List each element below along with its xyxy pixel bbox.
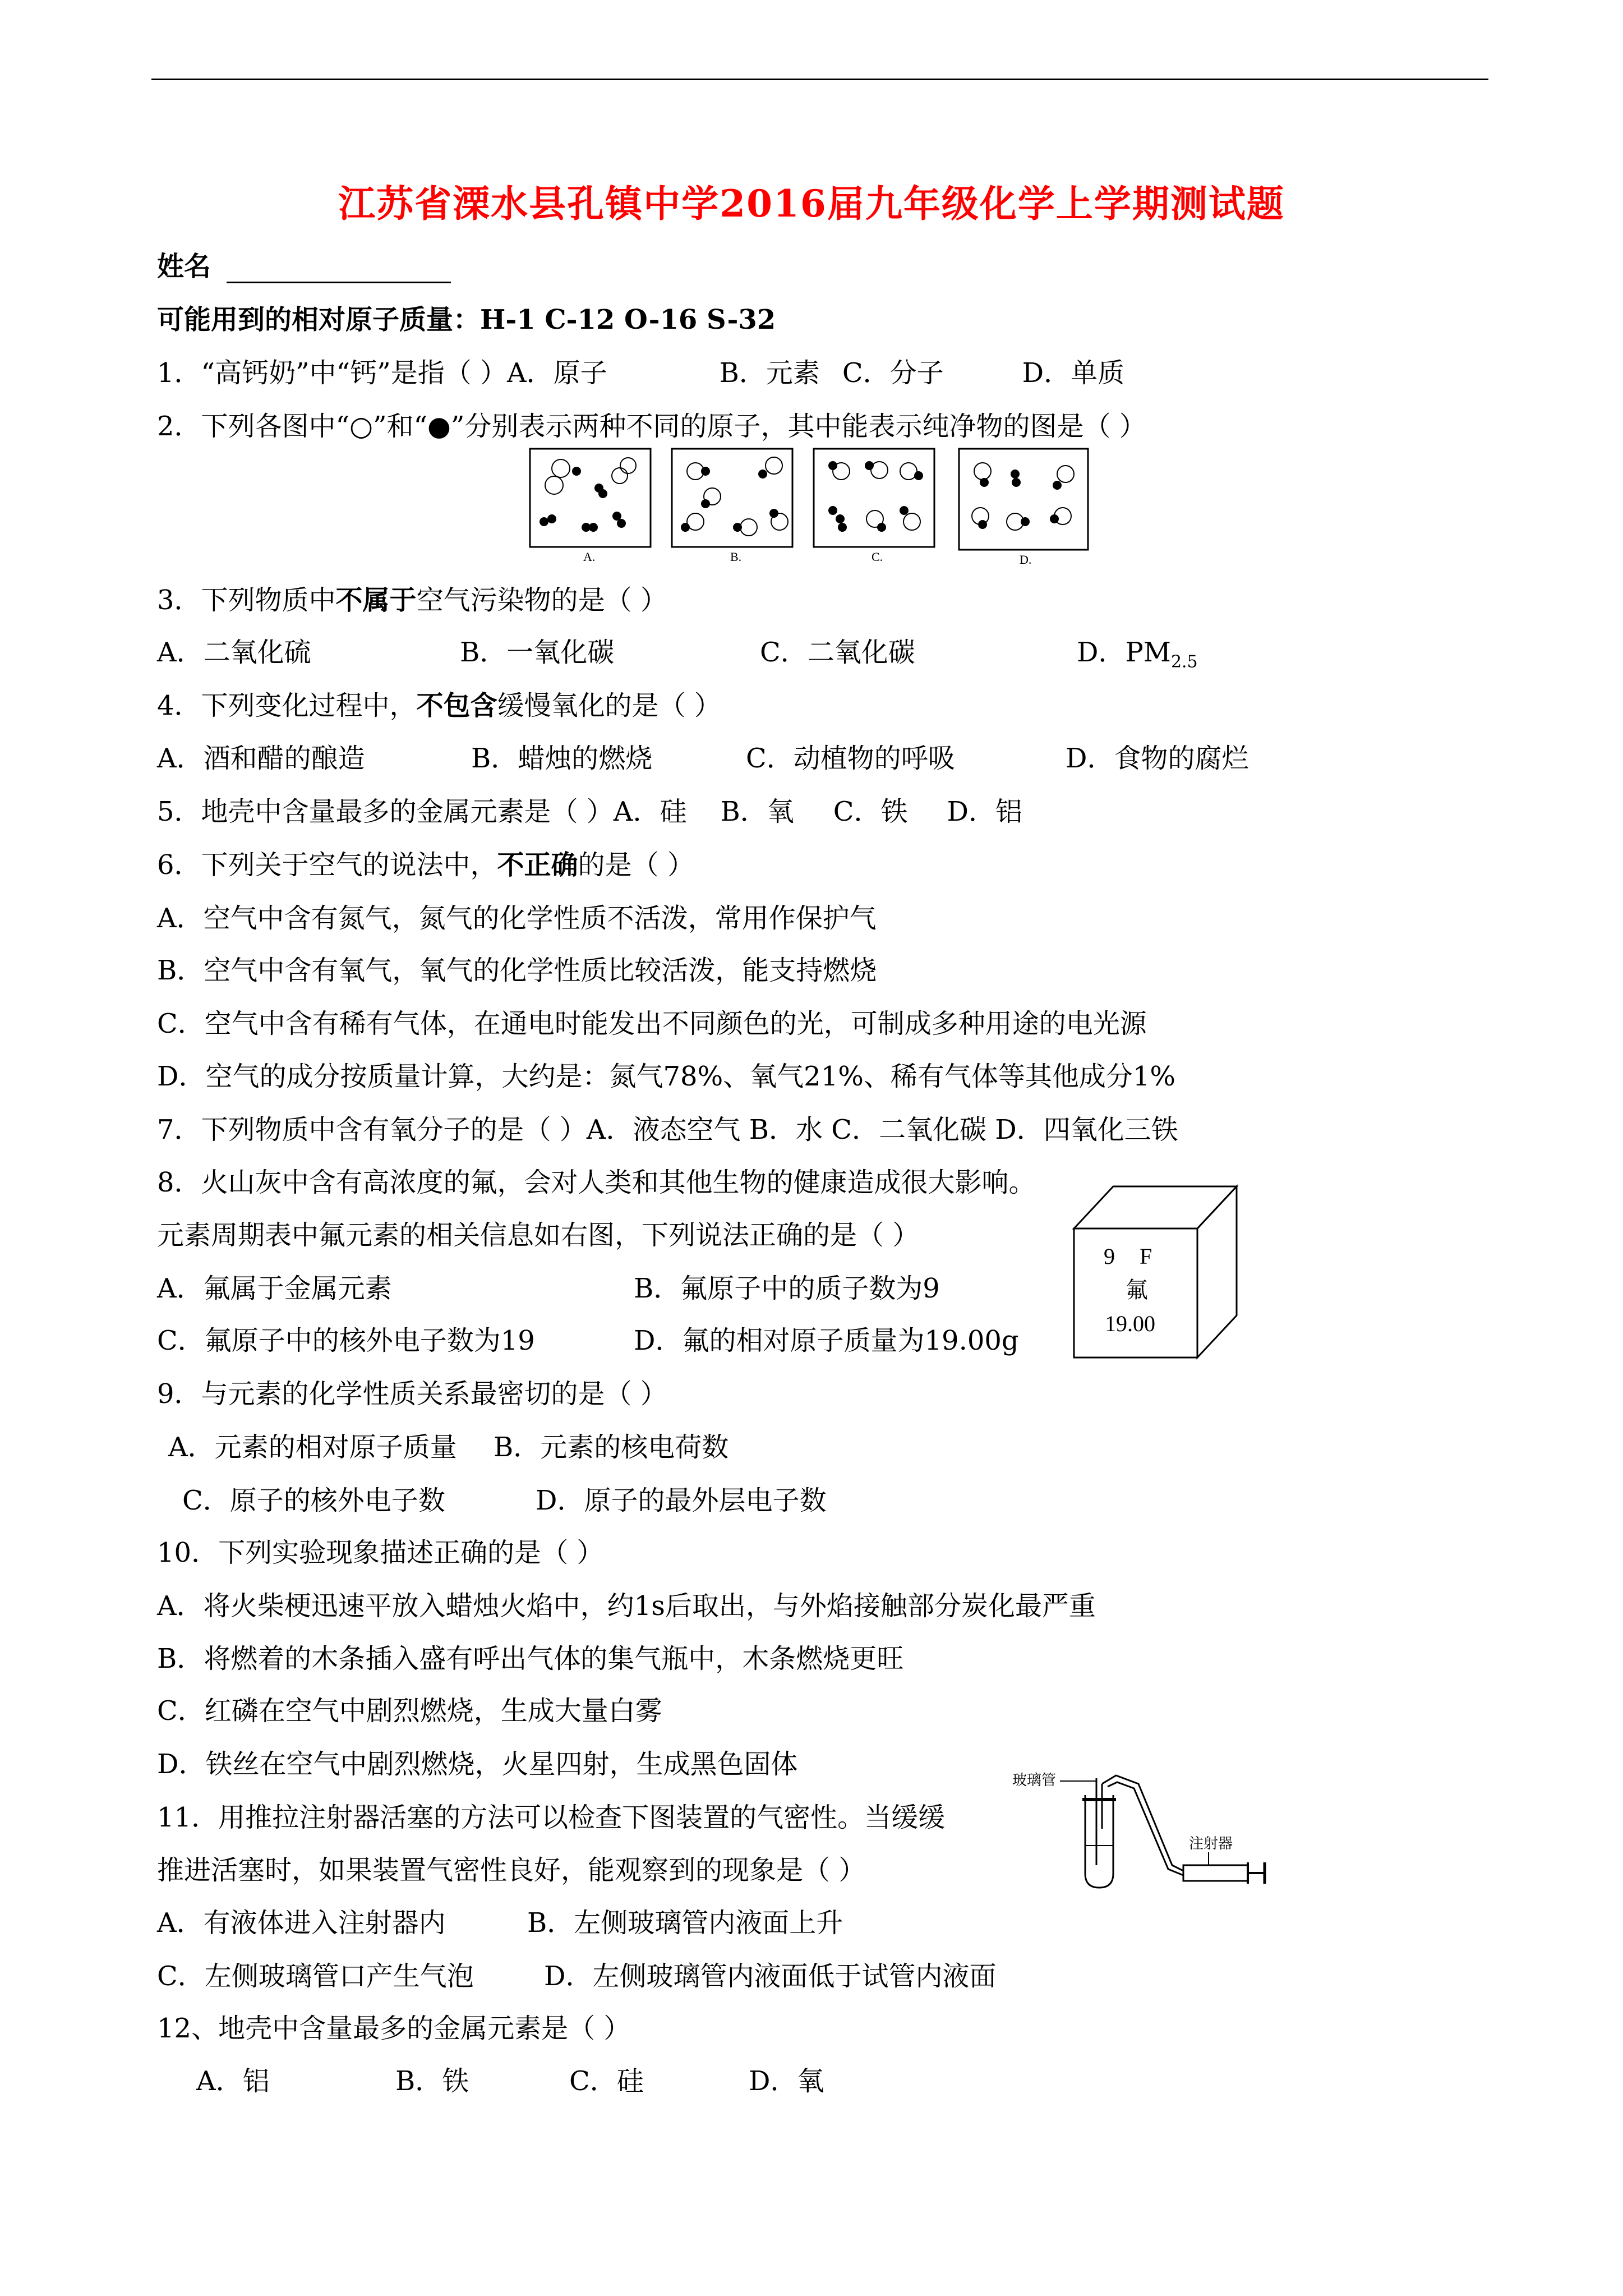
q8-option-d: D．氟的相对原子质量为19.00g [634,1325,1019,1356]
diagram-d [959,449,1088,567]
q8-option-a: A．氟属于金属元素 [157,1273,392,1304]
q9-option-c: C．原子的核外电子数 [182,1485,445,1516]
q4-stem-post: 缓慢氧化的是（ ） [497,690,721,721]
q8-options-cd [157,1324,1019,1358]
q3-option-b: B．一氧化碳 [460,637,615,668]
q12-option-a: A．铝 [196,2065,270,2097]
diagram-c [814,449,934,564]
q3-stem-bold: 不属于 [335,585,417,616]
q3-options [157,636,1198,679]
q11-stem-2: 推进活塞时，如果装置气密性良好，能观察到的现象是（ ） [157,1855,866,1886]
q11-options-cd [157,1959,997,1993]
q10-option-d: D．铁丝在空气中剧烈燃烧，火星四射，生成黑色固体 [157,1749,798,1780]
name-line [157,250,451,283]
q3-option-a: A．二氧化硫 [157,637,311,668]
q2-particle-diagrams [527,443,1110,572]
q1-stem: 1．“高钙奶”中“钙”是指（ ） [157,357,507,389]
q6-stem-post: 的是（ ） [578,849,694,881]
cell-symbol: F [1140,1244,1152,1269]
q11-option-a: A．有液体进入注射器内 [157,1907,446,1939]
q4-stem-pre: 4．下列变化过程中， [157,690,417,721]
q8-option-c: C．氟原子中的核外电子数为19 [157,1325,535,1356]
question-4 [157,689,721,723]
q6-option-c: C．空气中含有稀有气体，在通电时能发出不同颜色的光，可制成多种用途的电光源 [157,1008,1147,1039]
q5-option-b: B．氧 [720,796,794,827]
q9-option-a: A．元素的相对原子质量 [168,1432,457,1463]
name-label: 姓名 [157,251,211,282]
page-title: 江苏省溧水县孔镇中学2016届九年级化学上学期测试题 [338,182,1285,226]
q4-option-d: D．食物的腐烂 [1066,743,1249,774]
q6-stem-pre: 6．下列关于空气的说法中， [157,849,497,881]
q8-options-ab [157,1272,940,1305]
syringe-apparatus-diagram [1009,1761,1273,1896]
q3-stem-post: 空气污染物的是（ ） [416,585,667,616]
cell-atomic-number: 9 [1104,1244,1115,1269]
fluorine-element-cell [1071,1178,1239,1363]
question-2: 2．下列各图中“○”和“●”分别表示两种不同的原子，其中能表示纯净物的图是（ ） [157,411,1146,442]
atomic-mass-line: 可能用到的相对原子质量：H-1 C-12 O-16 S-32 [157,304,776,335]
q3-option-c: C．二氧化碳 [760,637,915,668]
q3-option-d-text: D．PM [1077,637,1171,668]
header-rule [151,79,1488,80]
q8-stem-2: 元素周期表中氟元素的相关信息如右图，下列说法正确的是（ ） [157,1220,920,1251]
q9-option-d: D．原子的最外层电子数 [536,1485,827,1516]
q10-option-a: A．将火柴梗迅速平放入蜡烛火焰中，约1s后取出，与外焰接触部分炭化最严重 [157,1590,1096,1622]
q12-option-c: C．硅 [569,2065,644,2097]
question-12: 12、地壳中含量最多的金属元素是（ ） [157,2013,631,2044]
q11-option-b: B．左侧玻璃管内液面上升 [527,1907,843,1939]
q5-stem: 5．地壳中含量最多的金属元素是（ ）A．硅 [157,796,687,827]
q12-options [196,2064,824,2098]
q12-option-d: D．氧 [749,2065,824,2097]
q5-option-c: C．铁 [833,796,908,827]
diagram-a [530,449,651,564]
diagram-b [672,449,792,564]
q11-option-d: D．左侧玻璃管内液面低于试管内液面 [544,1961,997,1992]
label-syringe: 注射器 [1189,1835,1233,1852]
q12-option-b: B．铁 [395,2065,469,2097]
q10-option-c: C．红磷在空气中剧烈燃烧，生成大量白雾 [157,1695,662,1727]
caption-a: A. [583,550,596,564]
q4-option-c: C．动植物的呼吸 [746,743,955,774]
caption-c: C. [872,550,883,564]
question-1 [157,356,1124,390]
question-6 [157,848,694,882]
q5-option-d: D．铝 [947,796,1022,827]
cell-atomic-mass: 19.00 [1105,1311,1155,1336]
question-5 [157,795,1022,829]
q3-option-d [1077,637,1198,672]
q9-options-cd [182,1484,827,1517]
q3-stem-pre: 3．下列物质中 [157,585,336,616]
q9-options-ab [168,1430,728,1464]
q1-option-a: A．原子 [506,357,607,389]
q1-option-b: B．元素 [719,357,820,389]
q10-option-b: B．将燃着的木条插入盛有呼出气体的集气瓶中，木条燃烧更旺 [157,1643,904,1674]
cell-name: 氟 [1126,1277,1148,1303]
q9-option-b: B．元素的核电荷数 [494,1432,729,1463]
q11-stem-1: 11．用推拉注射器活塞的方法可以检查下图装置的气密性。当缓缓 [157,1802,946,1833]
q4-option-a: A．酒和醋的酿造 [157,743,365,774]
q1-option-c: C．分子 [842,357,944,389]
q1-option-d: D．单质 [1022,357,1125,389]
q11-options-ab [157,1906,843,1940]
q6-option-d: D．空气的成分按质量计算，大约是：氮气78%、氧气21%、稀有气体等其他成分1% [157,1061,1176,1092]
question-3 [157,583,667,617]
name-blank[interactable] [227,257,451,283]
caption-d: D. [1020,553,1032,567]
question-9: 9．与元素的化学性质关系最密切的是（ ） [157,1378,667,1410]
q4-option-b: B．蜡烛的燃烧 [471,743,653,774]
q6-stem-bold: 不正确 [497,849,578,881]
q6-option-a: A．空气中含有氮气，氮气的化学性质不活泼，常用作保护气 [157,903,877,934]
q4-options [157,742,1249,775]
q8-stem-1: 8．火山灰中含有高浓度的氟，会对人类和其他生物的健康造成很大影响。 [157,1167,1036,1198]
question-7: 7．下列物质中含有氧分子的是（ ）A．液态空气 B．水 C．二氧化碳 D．四氧化三铁 [157,1114,1178,1145]
caption-b: B. [730,550,742,564]
q3-option-d-sub: 2.5 [1170,652,1198,672]
q11-option-c: C．左侧玻璃管口产生气泡 [157,1961,474,1992]
q4-stem-bold: 不包含 [416,690,497,721]
question-10: 10．下列实验现象描述正确的是（ ） [157,1537,604,1568]
q6-option-b: B．空气中含有氧气，氧气的化学性质比较活泼，能支持燃烧 [157,955,877,986]
label-glass-tube: 玻璃管 [1012,1772,1057,1789]
q8-option-b: B．氟原子中的质子数为9 [634,1273,940,1304]
